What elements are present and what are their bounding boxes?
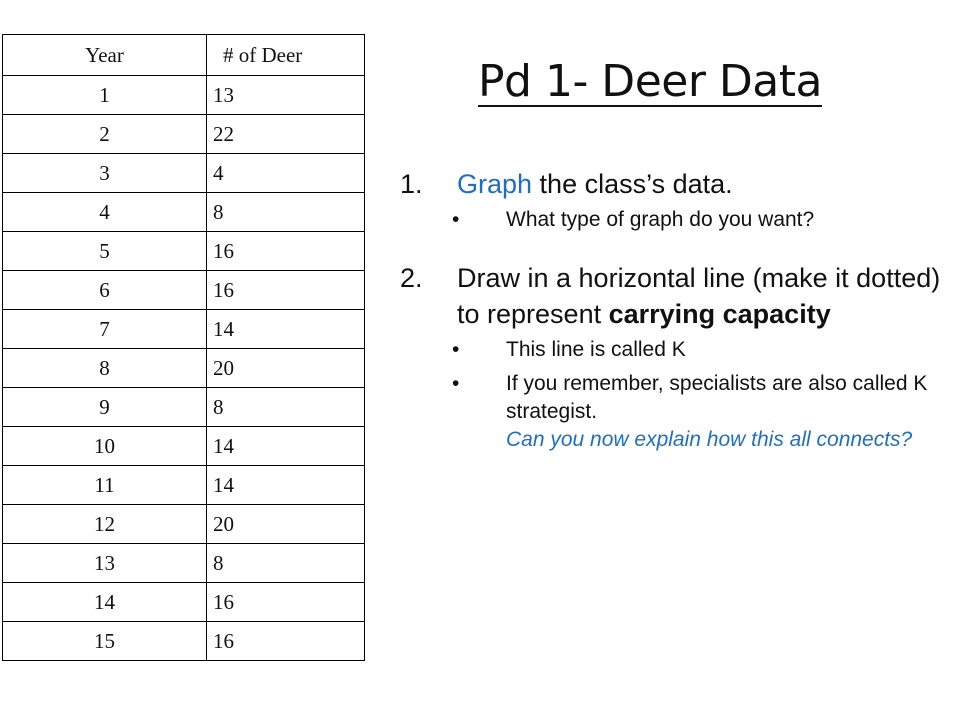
table-row	[3, 622, 365, 661]
sub-bullet-text: What type of graph do you want?	[506, 208, 815, 231]
deer-data-table-container	[2, 34, 364, 656]
instruction-item-carrying-capacity	[400, 260, 955, 332]
year-cell: 13	[3, 544, 207, 583]
deer-count-cell: 14	[207, 310, 365, 349]
year-cell: 10	[3, 427, 207, 466]
item-number: 1.	[400, 169, 423, 199]
instruction-item-graph	[400, 166, 955, 202]
year-cell: 1	[3, 76, 207, 115]
deer-count-cell: 20	[207, 349, 365, 388]
instructions-list	[400, 166, 955, 454]
bullet-icon: •	[452, 338, 460, 361]
deer-count-cell: 14	[207, 466, 365, 505]
item-number: 2.	[400, 263, 423, 293]
year-cell: 2	[3, 115, 207, 154]
instruction-text: the class’s data.	[532, 169, 733, 199]
carrying-capacity-term: carrying capacity	[608, 299, 831, 329]
deer-count-cell: 16	[207, 232, 365, 271]
sub-bullet-list	[400, 206, 955, 234]
table-body	[3, 76, 365, 661]
table-row	[3, 427, 365, 466]
sub-bullet-graph-type	[400, 206, 955, 234]
instruction-text: Draw in a horizontal line (make it dotted) to represent	[457, 263, 941, 329]
sub-bullet-text: This line is called K	[506, 338, 686, 361]
year-cell: 9	[3, 388, 207, 427]
year-cell: 3	[3, 154, 207, 193]
year-column-header: Year	[3, 35, 207, 76]
deer-count-cell: 4	[207, 154, 365, 193]
table-row	[3, 232, 365, 271]
bullet-icon: •	[452, 208, 460, 231]
year-cell: 8	[3, 349, 207, 388]
deer-count-cell: 8	[207, 544, 365, 583]
table-row	[3, 115, 365, 154]
deer-count-cell: 22	[207, 115, 365, 154]
sub-bullet-list	[400, 336, 955, 454]
table-row	[3, 466, 365, 505]
bullet-icon: •	[452, 372, 460, 395]
year-cell: 6	[3, 271, 207, 310]
deer-count-cell: 14	[207, 427, 365, 466]
deer-count-cell: 8	[207, 388, 365, 427]
table-row	[3, 505, 365, 544]
sub-bullet-k-line	[400, 336, 955, 364]
year-cell: 15	[3, 622, 207, 661]
table-row	[3, 76, 365, 115]
table-row	[3, 193, 365, 232]
deer-count-cell: 13	[207, 76, 365, 115]
graph-keyword: Graph	[457, 169, 533, 199]
year-cell: 12	[3, 505, 207, 544]
deer-count-cell: 16	[207, 583, 365, 622]
table-row	[3, 154, 365, 193]
table-row	[3, 583, 365, 622]
connection-question: Can you now explain how this all connects?	[506, 428, 913, 451]
table-row	[3, 310, 365, 349]
page-title: Pd 1- Deer Data	[478, 56, 822, 107]
deer-count-cell: 16	[207, 622, 365, 661]
sub-bullet-k-strategist	[400, 370, 955, 454]
year-cell: 4	[3, 193, 207, 232]
deer-count-cell: 16	[207, 271, 365, 310]
year-cell: 11	[3, 466, 207, 505]
deer-count-column-header: # of Deer	[207, 35, 365, 76]
deer-count-cell: 20	[207, 505, 365, 544]
deer-count-cell: 8	[207, 193, 365, 232]
table-header-row	[3, 35, 365, 76]
year-cell: 14	[3, 583, 207, 622]
table-row	[3, 271, 365, 310]
year-cell: 5	[3, 232, 207, 271]
year-cell: 7	[3, 310, 207, 349]
table-row	[3, 544, 365, 583]
table-row	[3, 388, 365, 427]
sub-bullet-text: If you remember, specialists are also called K strategist.	[506, 372, 928, 423]
deer-data-table	[2, 34, 365, 661]
table-row	[3, 349, 365, 388]
